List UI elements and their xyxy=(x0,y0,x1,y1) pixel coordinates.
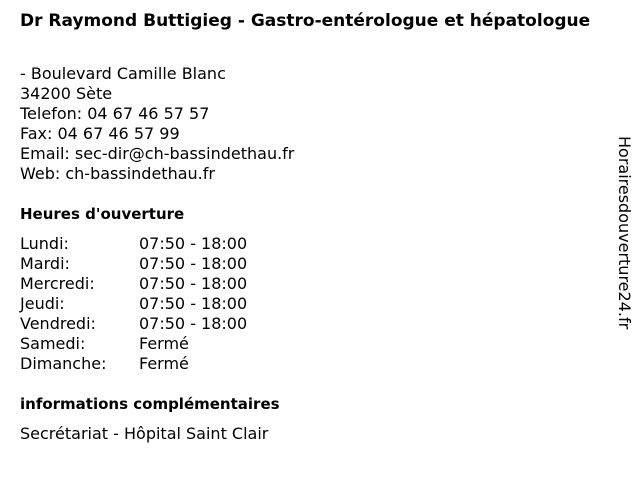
email-address: Email: sec-dir@ch-bassindethau.fr xyxy=(20,144,295,163)
day-label: Dimanche: xyxy=(20,354,107,373)
site-watermark: Horairesdouverture24.fr xyxy=(615,136,634,330)
page-title: Dr Raymond Buttigieg - Gastro-entérologue et hépatologue xyxy=(20,11,591,31)
hours-row-sunday xyxy=(20,354,247,374)
hours-row-saturday xyxy=(20,334,247,354)
day-label: Vendredi: xyxy=(20,314,96,333)
phone-number: Telefon: 04 67 46 57 57 xyxy=(20,104,210,123)
hours-row-friday xyxy=(20,314,247,334)
street-address: - Boulevard Camille Blanc xyxy=(20,64,226,83)
time-value: 07:50 - 18:00 xyxy=(139,274,248,293)
day-label: Samedi: xyxy=(20,334,86,353)
day-label: Mercredi: xyxy=(20,274,95,293)
day-label: Lundi: xyxy=(20,234,69,253)
time-value: 07:50 - 18:00 xyxy=(139,254,248,273)
contact-block xyxy=(20,64,294,184)
info-heading: informations complémentaires xyxy=(20,395,280,413)
time-value: Fermé xyxy=(139,334,189,353)
hours-row-thursday xyxy=(20,294,247,314)
day-label: Mardi: xyxy=(20,254,70,273)
hours-heading: Heures d'ouverture xyxy=(20,205,185,223)
hours-row-tuesday xyxy=(20,254,247,274)
info-text: Secrétariat - Hôpital Saint Clair xyxy=(20,424,269,443)
time-value: 07:50 - 18:00 xyxy=(139,294,248,313)
hours-row-wednesday xyxy=(20,274,247,294)
day-label: Jeudi: xyxy=(20,294,65,313)
hours-row-monday xyxy=(20,234,247,254)
website: Web: ch-bassindethau.fr xyxy=(20,164,215,183)
postal-city: 34200 Sète xyxy=(20,84,113,103)
time-value: 07:50 - 18:00 xyxy=(139,314,248,333)
fax-number: Fax: 04 67 46 57 99 xyxy=(20,124,180,143)
hours-table xyxy=(20,234,247,374)
time-value: 07:50 - 18:00 xyxy=(139,234,248,253)
time-value: Fermé xyxy=(139,354,189,373)
